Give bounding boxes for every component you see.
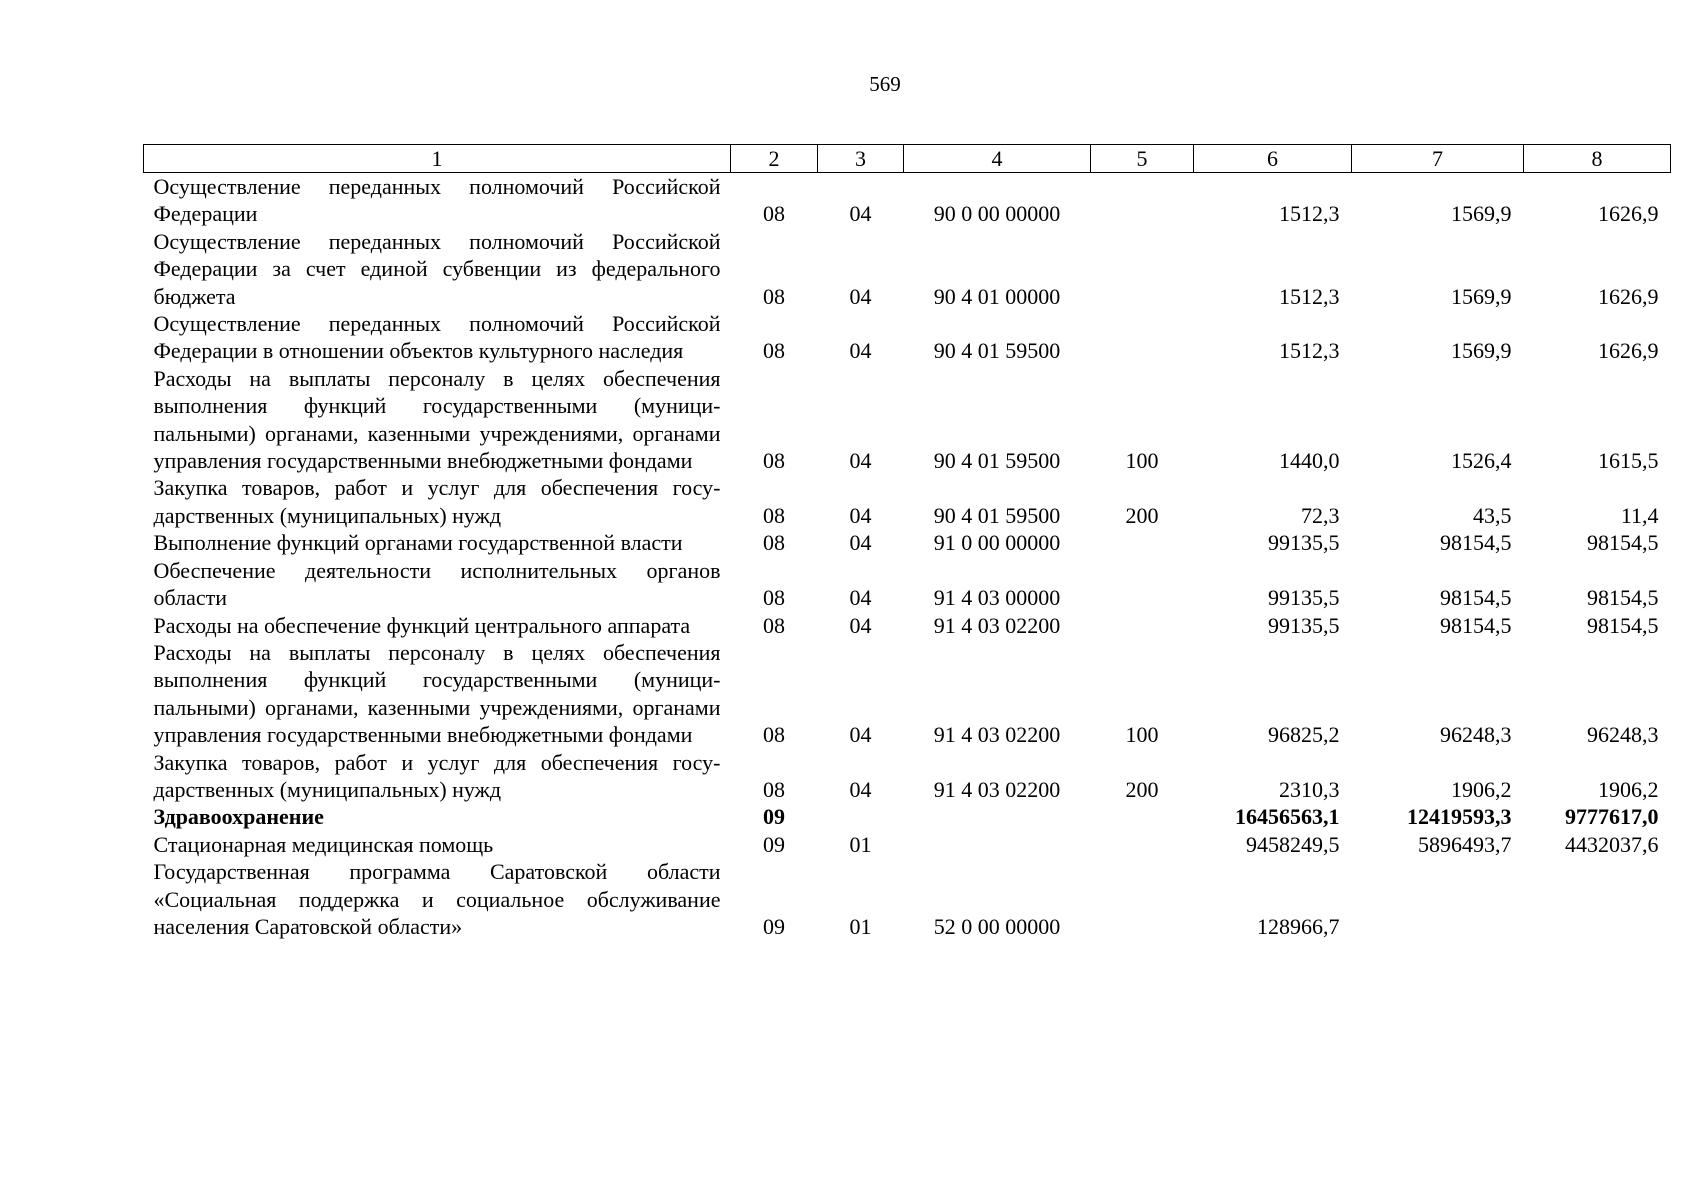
row-expense-type-cell	[1091, 529, 1194, 556]
row-name-cell: Расходы на выплаты персоналу в целях обеспечения выполнения функций государственными (муниципальными) органами, казенными учреждениями, органами управления государственными внебюджетными фондами	[153, 639, 721, 748]
table-row	[144, 858, 1671, 940]
row-name-cell: Осуществление переданных полномочий Российской Федерации	[153, 174, 721, 227]
row-amount-2-cell: 1526,4	[1451, 448, 1512, 474]
row-amount-3-cell: 98154,5	[1587, 585, 1659, 611]
row-section-cell: 09	[763, 913, 785, 939]
row-subsection-cell: 04	[849, 585, 872, 611]
row-amount-1-cell: 99135,5	[1268, 530, 1340, 556]
row-subsection-cell	[818, 803, 904, 830]
row-amount-3-cell	[1524, 858, 1671, 940]
row-expense-type-cell	[1091, 310, 1194, 365]
row-section-cell: 08	[763, 283, 785, 309]
row-amount-1-cell: 1512,3	[1279, 338, 1340, 364]
row-name-cell: Расходы на обеспечение функций центрального аппарата	[153, 612, 691, 638]
row-expense-type-cell: 200	[1125, 776, 1159, 802]
row-name-cell: Здравоохранение	[153, 804, 324, 830]
row-subsection-cell: 04	[849, 201, 872, 227]
header-col-3: 3	[818, 145, 904, 173]
budget-table	[143, 144, 1671, 940]
row-amount-3-cell: 1626,9	[1598, 283, 1659, 309]
row-section-cell: 08	[763, 338, 785, 364]
row-target-article-cell: 91 4 03 02200	[933, 722, 1061, 748]
row-target-article-cell: 90 4 01 59500	[933, 448, 1061, 474]
table-row	[144, 639, 1671, 749]
row-expense-type-cell	[1091, 858, 1194, 940]
row-amount-1-cell: 128966,7	[1257, 913, 1340, 939]
row-target-article-cell: 91 4 03 00000	[933, 585, 1061, 611]
row-amount-1-cell: 1512,3	[1279, 201, 1340, 227]
header-col-2: 2	[731, 145, 818, 173]
row-name-cell: Выполнение функций органами государственной власти	[153, 530, 683, 556]
header-col-5: 5	[1091, 145, 1194, 173]
row-amount-3-cell: 98154,5	[1587, 530, 1659, 556]
row-amount-2-cell: 43,5	[1473, 502, 1512, 528]
table-row	[144, 228, 1671, 310]
row-subsection-cell: 04	[849, 722, 872, 748]
row-target-article-cell: 90 4 01 00000	[933, 283, 1061, 309]
row-amount-3-cell: 1615,5	[1598, 448, 1659, 474]
row-amount-1-cell: 16456563,1	[1235, 804, 1340, 830]
row-expense-type-cell	[1091, 803, 1194, 830]
row-subsection-cell: 04	[849, 502, 872, 528]
row-target-article-cell: 90 0 00 00000	[933, 201, 1061, 227]
table-row	[144, 529, 1671, 556]
row-section-cell: 08	[763, 776, 785, 802]
row-subsection-cell: 04	[849, 776, 872, 802]
row-amount-1-cell: 99135,5	[1268, 612, 1340, 638]
row-amount-2-cell: 96248,3	[1440, 722, 1512, 748]
row-amount-2-cell: 1569,9	[1451, 283, 1512, 309]
row-target-article-cell: 90 4 01 59500	[933, 338, 1061, 364]
row-target-article-cell: 90 4 01 59500	[933, 502, 1061, 528]
row-expense-type-cell	[1091, 831, 1194, 858]
table-row	[144, 310, 1671, 365]
row-expense-type-cell	[1091, 228, 1194, 310]
row-amount-1-cell: 96825,2	[1268, 722, 1340, 748]
row-amount-3-cell: 1626,9	[1598, 201, 1659, 227]
row-amount-2-cell: 12419593,3	[1407, 804, 1512, 830]
row-expense-type-cell: 200	[1125, 502, 1159, 528]
row-name-cell: Осуществление переданных полномочий Российской Федерации в отношении объектов культурного наследия	[153, 311, 721, 364]
row-name-cell: Стационарная медицинская помощь	[153, 831, 494, 857]
row-amount-2-cell: 1906,2	[1451, 776, 1512, 802]
row-section-cell: 09	[763, 831, 785, 857]
table-row	[144, 474, 1671, 529]
row-amount-1-cell: 9458249,5	[1246, 831, 1340, 857]
row-target-article-cell: 52 0 00 00000	[933, 913, 1061, 939]
row-section-cell: 08	[763, 612, 785, 638]
row-section-cell: 09	[763, 804, 785, 830]
row-name-cell: Закупка товаров, работ и услуг для обеспечения государственных (муниципальных) нужд	[153, 475, 721, 528]
row-target-article-cell	[904, 831, 1091, 858]
row-section-cell: 08	[763, 201, 785, 227]
row-amount-3-cell: 96248,3	[1587, 722, 1659, 748]
row-subsection-cell: 04	[849, 530, 872, 556]
row-section-cell: 08	[763, 722, 785, 748]
row-name-cell: Закупка товаров, работ и услуг для обеспечения государственных (муниципальных) нужд	[153, 749, 721, 802]
header-col-7: 7	[1352, 145, 1524, 173]
row-amount-2-cell: 98154,5	[1440, 530, 1512, 556]
row-amount-1-cell: 1440,0	[1279, 448, 1340, 474]
header-col-1: 1	[144, 145, 731, 173]
row-target-article-cell: 91 4 03 02200	[933, 776, 1061, 802]
row-expense-type-cell	[1091, 173, 1194, 228]
row-amount-1-cell: 72,3	[1301, 502, 1340, 528]
row-amount-3-cell: 98154,5	[1587, 612, 1659, 638]
row-subsection-cell: 01	[849, 913, 872, 939]
row-amount-2-cell: 98154,5	[1440, 612, 1512, 638]
row-amount-1-cell: 1512,3	[1279, 283, 1340, 309]
table-row	[144, 803, 1671, 830]
row-subsection-cell: 04	[849, 283, 872, 309]
header-col-4: 4	[904, 145, 1091, 173]
row-amount-3-cell: 1626,9	[1598, 338, 1659, 364]
table-row	[144, 612, 1671, 639]
row-expense-type-cell: 100	[1125, 722, 1159, 748]
row-expense-type-cell: 100	[1125, 448, 1159, 474]
table-row	[144, 365, 1671, 475]
row-expense-type-cell	[1091, 612, 1194, 639]
row-amount-2-cell: 1569,9	[1451, 338, 1512, 364]
row-name-cell: Расходы на выплаты персоналу в целях обеспечения выполнения функций государственными (муниципальными) органами, казенными учреждениями, органами управления государственными внебюджетными фондами	[153, 365, 721, 474]
row-amount-2-cell: 1569,9	[1451, 201, 1512, 227]
row-section-cell: 08	[763, 502, 785, 528]
page-number: 569	[869, 72, 901, 96]
table-body	[144, 173, 1671, 941]
row-amount-1-cell: 99135,5	[1268, 585, 1340, 611]
row-amount-3-cell: 9777617,0	[1565, 804, 1659, 830]
table-row	[144, 831, 1671, 858]
table-row	[144, 749, 1671, 804]
row-section-cell: 08	[763, 585, 785, 611]
row-subsection-cell: 01	[849, 831, 872, 857]
row-name-cell: Осуществление переданных полномочий Российской Федерации за счет единой субвенции из федерального бюджета	[153, 228, 721, 309]
row-amount-3-cell: 11,4	[1620, 502, 1659, 528]
row-expense-type-cell	[1091, 557, 1194, 612]
table-row	[144, 557, 1671, 612]
row-target-article-cell: 91 0 00 00000	[933, 530, 1061, 556]
row-name-cell: Государственная программа Саратовской области «Социальная поддержка и социальное обслуживание населения Саратовской области»	[153, 859, 721, 939]
row-name-cell: Обеспечение деятельности исполнительных органов области	[153, 557, 721, 611]
table-row	[144, 173, 1671, 228]
row-target-article-cell	[904, 803, 1091, 830]
row-subsection-cell: 04	[849, 612, 872, 638]
row-section-cell: 08	[763, 448, 785, 474]
header-col-6: 6	[1194, 145, 1352, 173]
row-amount-2-cell	[1352, 858, 1524, 940]
row-subsection-cell: 04	[849, 448, 872, 474]
header-col-8: 8	[1524, 145, 1671, 173]
row-amount-2-cell: 98154,5	[1440, 585, 1512, 611]
row-amount-1-cell: 2310,3	[1279, 776, 1340, 802]
row-subsection-cell: 04	[849, 338, 872, 364]
row-amount-3-cell: 1906,2	[1598, 776, 1659, 802]
row-amount-3-cell: 4432037,6	[1565, 831, 1659, 857]
row-target-article-cell: 91 4 03 02200	[933, 612, 1061, 638]
row-section-cell: 08	[763, 530, 785, 556]
table-header-row	[144, 145, 1671, 173]
row-amount-2-cell: 5896493,7	[1418, 831, 1512, 857]
